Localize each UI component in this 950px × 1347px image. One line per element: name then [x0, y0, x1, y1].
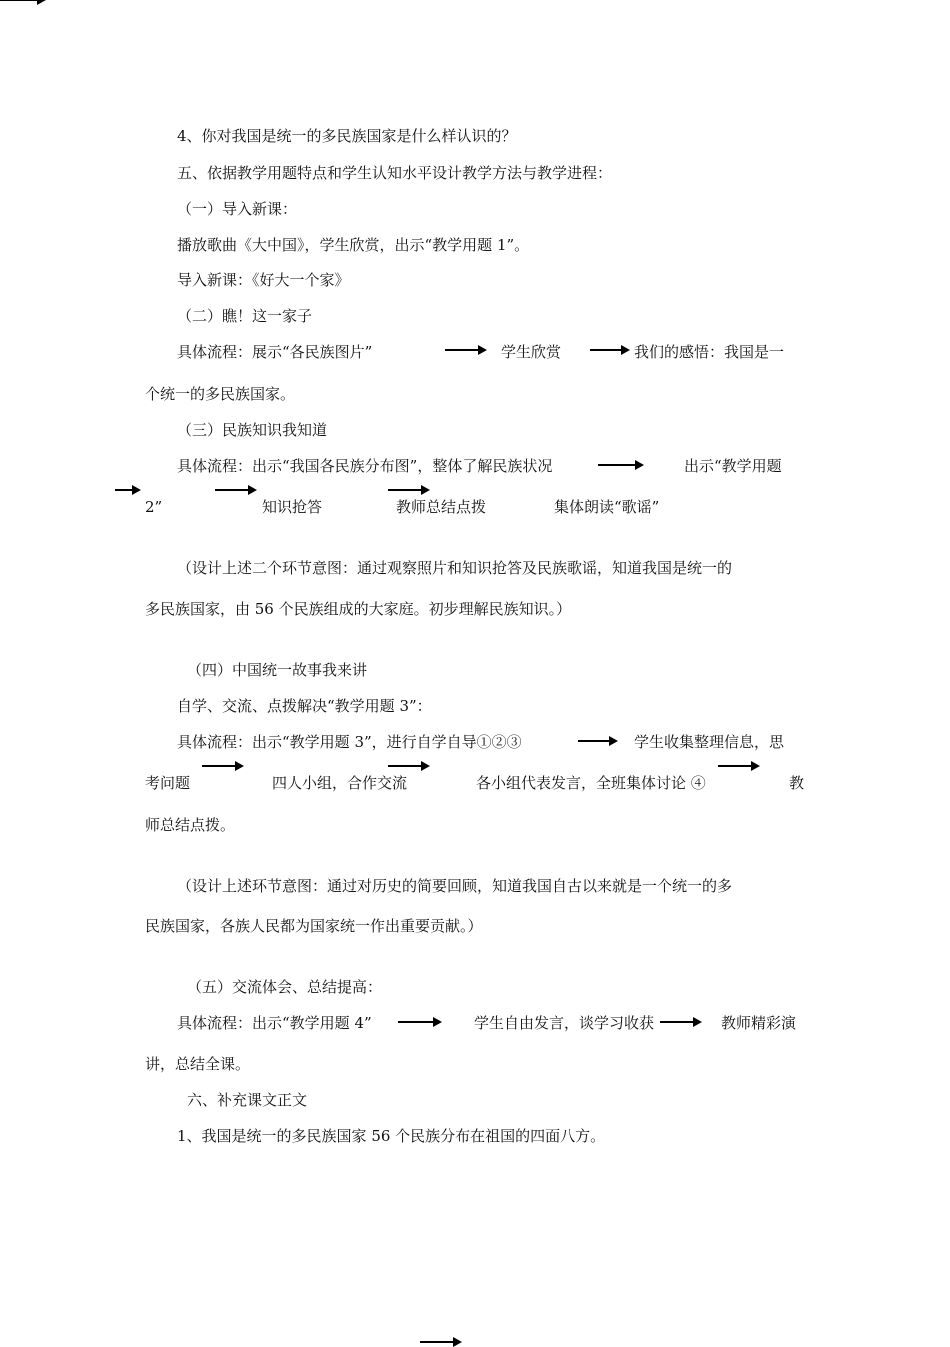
- flow-arrow-top-corner: [0, 0, 44, 1]
- paragraph-song: 播放歌曲《大中国》，学生欣赏，出示“教学用题 1”。: [177, 236, 530, 254]
- flow-4-step-2-end: 考问题: [145, 774, 191, 792]
- flow-3-step-5: 集体朗读“歌谣”: [554, 498, 660, 516]
- flow-arrow: [578, 740, 616, 742]
- subsection-2-heading: （二）瞧！这一家子: [177, 307, 313, 325]
- flow-arrow: [718, 765, 758, 767]
- flow-5-step-3: 教师精彩演: [721, 1014, 797, 1032]
- subsection-4-heading: （四）中国统一故事我来讲: [187, 661, 368, 679]
- flow-5-step-2: 学生自由发言，谈学习收获: [474, 1014, 655, 1032]
- flow-arrow: [445, 349, 485, 351]
- section-5-heading: 五、依据教学用题特点和学生认知水平设计教学方法与教学进程：: [177, 164, 613, 182]
- flow-arrow: [398, 1021, 440, 1023]
- flow-5-continuation: 讲，总结全课。: [145, 1055, 251, 1073]
- question-4: 4、你对我国是统一的多民族国家是什么样认识的？: [177, 127, 517, 145]
- subsection-3-heading: （三）民族知识我知道: [177, 421, 328, 439]
- flow-2-step-2: 学生欣赏: [501, 343, 562, 361]
- flow-4-step-2: 学生收集整理信息，思: [634, 733, 785, 751]
- paragraph-intro: 导入新课：《好大一个家》: [177, 271, 350, 289]
- paragraph-supplement-1: 1、我国是统一的多民族国家 56 个民族分布在祖国的四面八方。: [177, 1127, 606, 1145]
- flow-arrow: [388, 489, 428, 491]
- flow-arrow: [590, 349, 628, 351]
- flow-3-step-2: 出示“教学用题: [684, 457, 782, 475]
- flow-4-step-5-end: 师总结点拨。: [145, 816, 236, 834]
- flow-arrow-bottom: [420, 1341, 460, 1343]
- flow-2-step-3: 我们的感悟：我国是一: [634, 343, 785, 361]
- flow-3-step-1: 具体流程：出示“我国各民族分布图”，整体了解民族状况: [177, 457, 553, 475]
- flow-arrow: [598, 464, 642, 466]
- flow-2-step-1: 具体流程：展示“各民族图片”: [177, 343, 373, 361]
- flow-5-step-1: 具体流程：出示“教学用题 4”: [177, 1014, 372, 1032]
- flow-3-step-2-end: 2”: [145, 498, 163, 516]
- flow-3-step-3: 知识抢答: [262, 498, 323, 516]
- section-6-heading: 六、补充课文正文: [187, 1091, 308, 1109]
- flow-arrow: [388, 765, 428, 767]
- design-note-2-line-2: 民族国家，各族人民都为国家统一作出重要贡献。）: [145, 917, 483, 935]
- paragraph-self-study: 自学、交流、点拨解决“教学用题 3”：: [177, 697, 432, 715]
- flow-4-step-4: 各小组代表发言，全班集体讨论 ④: [476, 774, 706, 792]
- design-note-2-line-1: （设计上述环节意图：通过对历史的简要回顾，知道我国自古以来就是一个统一的多: [177, 877, 733, 895]
- flow-arrow: [115, 489, 139, 491]
- flow-4-step-3: 四人小组，合作交流: [272, 774, 408, 792]
- flow-3-step-4: 教师总结点拨: [396, 498, 487, 516]
- flow-4-step-1: 具体流程：出示“教学用题 3”，进行自学自导①②③: [177, 733, 522, 751]
- flow-arrow: [660, 1021, 700, 1023]
- subsection-1-heading: （一）导入新课：: [177, 200, 298, 218]
- design-note-1-line-2: 多民族国家，由 56 个民族组成的大家庭。初步理解民族知识。）: [145, 600, 572, 618]
- flow-arrow: [215, 489, 255, 491]
- subsection-5-heading: （五）交流体会、总结提高：: [187, 978, 383, 996]
- flow-2-continuation: 个统一的多民族国家。: [145, 385, 296, 403]
- flow-4-step-5: 教: [789, 774, 805, 792]
- design-note-1-line-1: （设计上述二个环节意图：通过观察照片和知识抢答及民族歌谣，知道我国是统一的: [177, 559, 733, 577]
- flow-arrow: [202, 765, 242, 767]
